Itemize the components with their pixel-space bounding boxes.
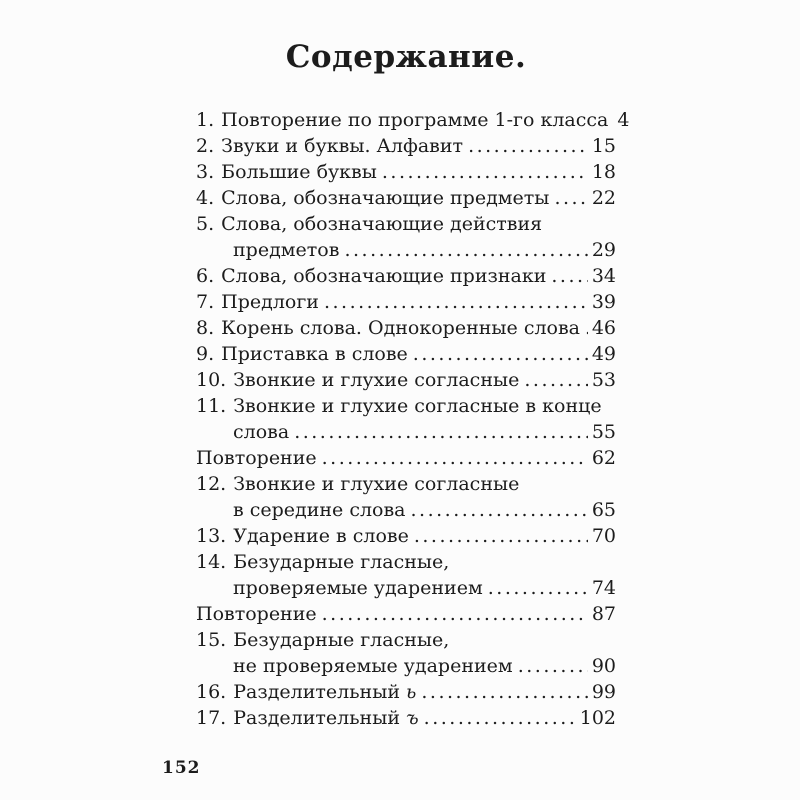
toc-entry-number: 11. xyxy=(196,395,227,417)
toc-entry-number: 1. xyxy=(196,109,215,131)
dot-leader xyxy=(414,523,588,549)
toc-entry-text: Безударные гласные, xyxy=(233,551,450,573)
toc-page-number: 4 xyxy=(617,109,630,131)
page-content xyxy=(196,39,630,731)
toc-page-number: 102 xyxy=(579,707,616,729)
dot-leader xyxy=(424,705,576,731)
toc-entry xyxy=(196,315,616,341)
toc-entry xyxy=(196,185,616,211)
toc-entry-text: Слова, обозначающие признаки xyxy=(221,265,547,287)
toc-page-number: 49 xyxy=(591,343,616,365)
dot-leader xyxy=(488,575,588,601)
toc-entry-number: 15. xyxy=(196,629,227,651)
toc-entry-text: Звуки и буквы. Алфавит xyxy=(221,135,464,157)
dot-leader xyxy=(551,263,587,289)
toc-page-number: 22 xyxy=(591,187,616,209)
toc-entry xyxy=(196,133,616,159)
toc-entry-text: проверяемые ударением xyxy=(233,577,483,599)
toc-page-number: 34 xyxy=(591,265,616,287)
toc-entry-text: Слова, обозначающие действия xyxy=(221,213,543,235)
toc-entry-text: Предлоги xyxy=(221,291,319,313)
toc-entry-text: Ударение в слове xyxy=(233,525,409,547)
toc-entry xyxy=(196,341,616,367)
toc-entry-number: 7. xyxy=(196,291,215,313)
toc-entry xyxy=(196,107,630,133)
toc-line xyxy=(196,445,616,471)
toc-page-number: 15 xyxy=(591,135,616,157)
dot-leader xyxy=(554,185,587,211)
toc-line xyxy=(196,393,616,419)
toc-page-number: 74 xyxy=(591,577,616,599)
toc-entry-number: 4. xyxy=(196,187,215,209)
toc-entry-text: Слова, обозначающие предметы xyxy=(221,187,550,209)
toc-entry xyxy=(196,445,616,471)
toc-entry-number: 3. xyxy=(196,161,215,183)
page-title: Содержание. xyxy=(285,39,527,75)
toc-line xyxy=(196,497,616,523)
toc-entry-number: 13. xyxy=(196,525,227,547)
toc-entry-text: в середине слова xyxy=(233,499,406,521)
toc-entry-number: 17. xyxy=(196,707,227,729)
toc-page-number: 46 xyxy=(591,317,616,339)
toc-entry-number: 16. xyxy=(196,681,227,703)
toc-entry-text: Звонкие и глухие согласные в конце xyxy=(233,395,602,417)
toc-line xyxy=(196,627,616,653)
toc-line xyxy=(196,107,630,133)
toc-line xyxy=(196,289,616,315)
toc-entry xyxy=(196,627,616,679)
toc-line xyxy=(196,679,616,705)
toc-entry-text: Корень слова. Однокоренные слова xyxy=(221,317,580,339)
toc-page-number: 18 xyxy=(591,161,616,183)
dot-leader xyxy=(585,315,588,341)
toc-entry-text: Звонкие и глухие согласные xyxy=(233,369,520,391)
toc-page-number: 55 xyxy=(591,421,616,443)
toc-entry-text: Повторение по программе 1-го класса xyxy=(221,109,609,131)
dot-leader xyxy=(411,497,588,523)
toc-page-number: 87 xyxy=(591,603,616,625)
toc-line xyxy=(196,705,616,731)
toc-entry-number: 9. xyxy=(196,343,215,365)
toc-entry-text: предметов xyxy=(233,239,340,261)
toc-entry-text: Большие буквы xyxy=(221,161,377,183)
toc-entry-text: Звонкие и глухие согласные xyxy=(233,473,520,495)
toc-page-number: 99 xyxy=(591,681,616,703)
toc-entry-text: Разделительный xyxy=(233,707,400,729)
dot-leader xyxy=(322,601,588,627)
dot-leader xyxy=(524,367,587,393)
toc-line xyxy=(196,133,616,159)
toc-line xyxy=(196,159,616,185)
toc-line xyxy=(196,601,616,627)
toc-entry xyxy=(196,367,616,393)
folio-page-number: 152 xyxy=(162,758,201,778)
dot-leader xyxy=(344,237,587,263)
toc-entry-number: 10. xyxy=(196,369,227,391)
toc-entry xyxy=(196,471,616,523)
toc-page-number: 39 xyxy=(591,291,616,313)
toc-page-number: 90 xyxy=(591,655,616,677)
dot-leader xyxy=(421,679,587,705)
toc-page-number: 70 xyxy=(591,525,616,547)
toc-entry-number: 8. xyxy=(196,317,215,339)
table-of-contents xyxy=(196,107,630,731)
toc-line xyxy=(196,653,616,679)
toc-page-number: 53 xyxy=(591,369,616,391)
toc-line xyxy=(196,471,616,497)
toc-line xyxy=(196,419,616,445)
toc-entry xyxy=(196,549,616,601)
toc-line xyxy=(196,575,616,601)
toc-entry-text: не проверяемые ударением xyxy=(233,655,513,677)
toc-entry xyxy=(196,601,616,627)
toc-entry xyxy=(196,263,616,289)
toc-entry-text: Повторение xyxy=(196,603,317,625)
toc-line xyxy=(196,237,616,263)
toc-entry xyxy=(196,705,616,731)
dot-leader xyxy=(518,653,588,679)
italic-letter: ь xyxy=(406,681,417,703)
toc-line xyxy=(196,367,616,393)
toc-line xyxy=(196,549,616,575)
toc-entry-number: 6. xyxy=(196,265,215,287)
toc-line xyxy=(196,211,616,237)
toc-entry xyxy=(196,289,616,315)
toc-entry xyxy=(196,523,616,549)
toc-page-number: 62 xyxy=(591,447,616,469)
toc-line xyxy=(196,341,616,367)
italic-letter: ъ xyxy=(406,707,419,729)
toc-page-number: 29 xyxy=(591,239,616,261)
toc-entry-text: слова xyxy=(233,421,290,443)
dot-leader xyxy=(382,159,588,185)
dot-leader xyxy=(294,419,588,445)
toc-entry xyxy=(196,159,616,185)
toc-entry-text: Приставка в слове xyxy=(221,343,408,365)
toc-entry xyxy=(196,211,616,263)
toc-entry xyxy=(196,393,616,445)
toc-line xyxy=(196,185,616,211)
toc-line xyxy=(196,315,616,341)
toc-entry-number: 14. xyxy=(196,551,227,573)
toc-entry xyxy=(196,679,616,705)
toc-line xyxy=(196,263,616,289)
toc-entry-number: 2. xyxy=(196,135,215,157)
dot-leader xyxy=(413,341,588,367)
toc-entry-number: 12. xyxy=(196,473,227,495)
toc-entry-text: Безударные гласные, xyxy=(233,629,450,651)
toc-entry-number: 5. xyxy=(196,213,215,235)
dot-leader xyxy=(468,133,588,159)
toc-entry-text: Разделительный xyxy=(233,681,400,703)
dot-leader xyxy=(324,289,588,315)
toc-entry-text: Повторение xyxy=(196,447,317,469)
toc-line xyxy=(196,523,616,549)
dot-leader xyxy=(322,445,588,471)
toc-page-number: 65 xyxy=(591,499,616,521)
